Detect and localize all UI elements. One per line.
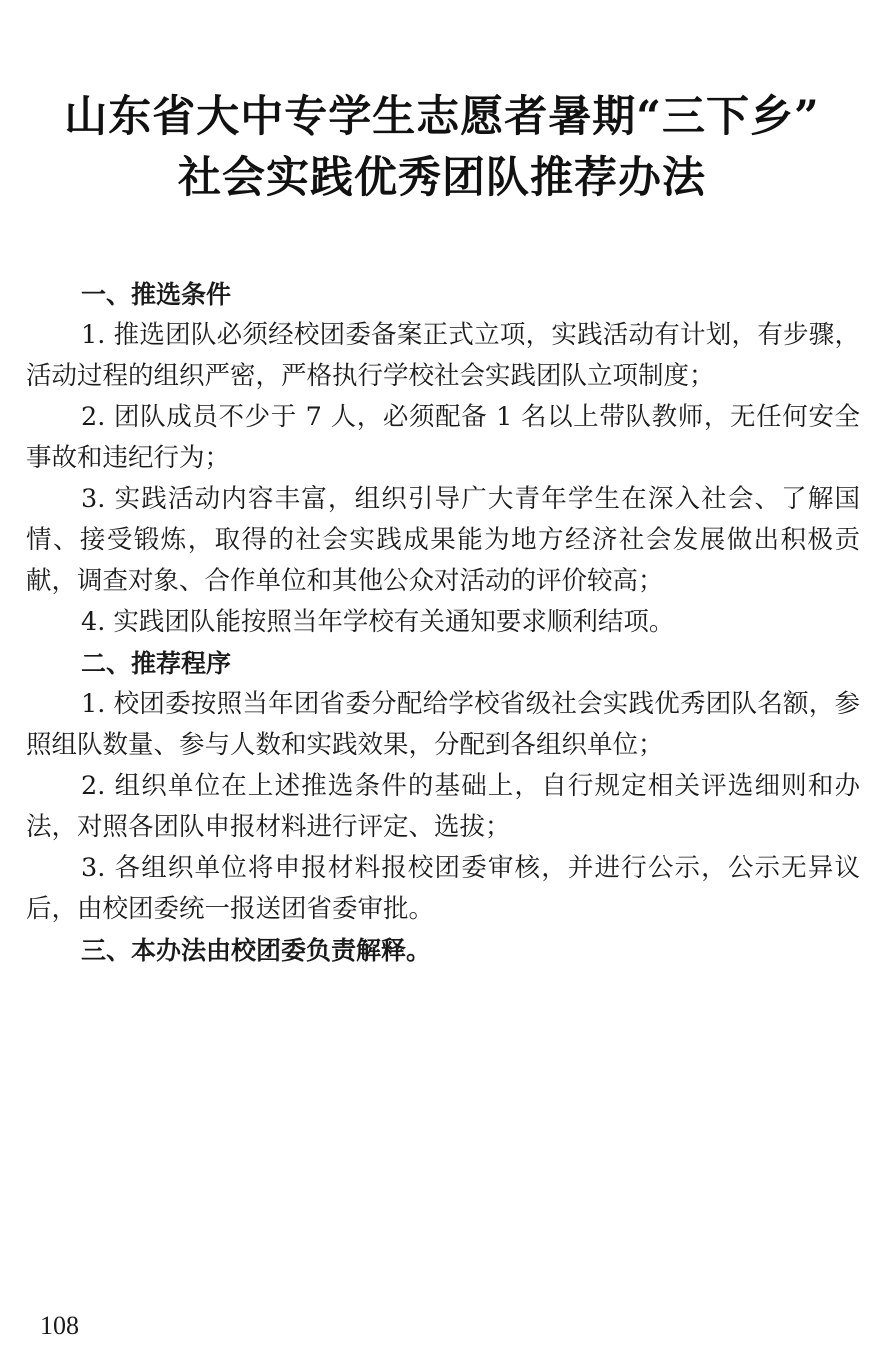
criteria-item-3: 3. 实践活动内容丰富，组织引导广大青年学生在深入社会、了解国情、接受锻炼，取得的社会实践成果能为地方经济社会发展做出积极贡献，调查对象、合作单位和其他公众对活动的评价较高； — [26, 484, 860, 596]
procedure-item-2: 2. 组织单位在上述推选条件的基础上，自行规定相关评选细则和办法，对照各团队申报材料进行评定、选拔； — [26, 771, 860, 842]
criteria-item-2: 2. 团队成员不少于 7 人，必须配备 1 名以上带队教师，无任何安全事故和违纪行为； — [26, 402, 860, 473]
document-title-line-2: 社会实践优秀团队推荐办法 — [178, 153, 706, 203]
section-heading-selection-criteria: 一、推选条件 — [81, 280, 232, 309]
page-number: 108 — [40, 1311, 79, 1340]
procedure-item-3: 3. 各组织单位将申报材料报校团委审核，并进行公示，公示无异议后，由校团委统一报送团省委审批。 — [26, 853, 860, 924]
section-heading-recommendation-procedure: 二、推荐程序 — [81, 649, 232, 678]
section-heading-interpretation: 三、本办法由校团委负责解释。 — [81, 936, 432, 965]
criteria-item-1: 1. 推选团队必须经校团委备案正式立项，实践活动有计划，有步骤，活动过程的组织严密，严格执行学校社会实践团队立项制度； — [26, 320, 860, 391]
criteria-item-4: 4. 实践团队能按照当年学校有关通知要求顺利结项。 — [81, 607, 675, 637]
document-body — [26, 274, 860, 971]
document-title-line-1: 山东省大中专学生志愿者暑期“三下乡” — [64, 92, 820, 142]
procedure-item-1: 1. 校团委按照当年团省委分配给学校省级社会实践优秀团队名额，参照组队数量、参与人数和实践效果，分配到各组织单位； — [26, 689, 860, 760]
